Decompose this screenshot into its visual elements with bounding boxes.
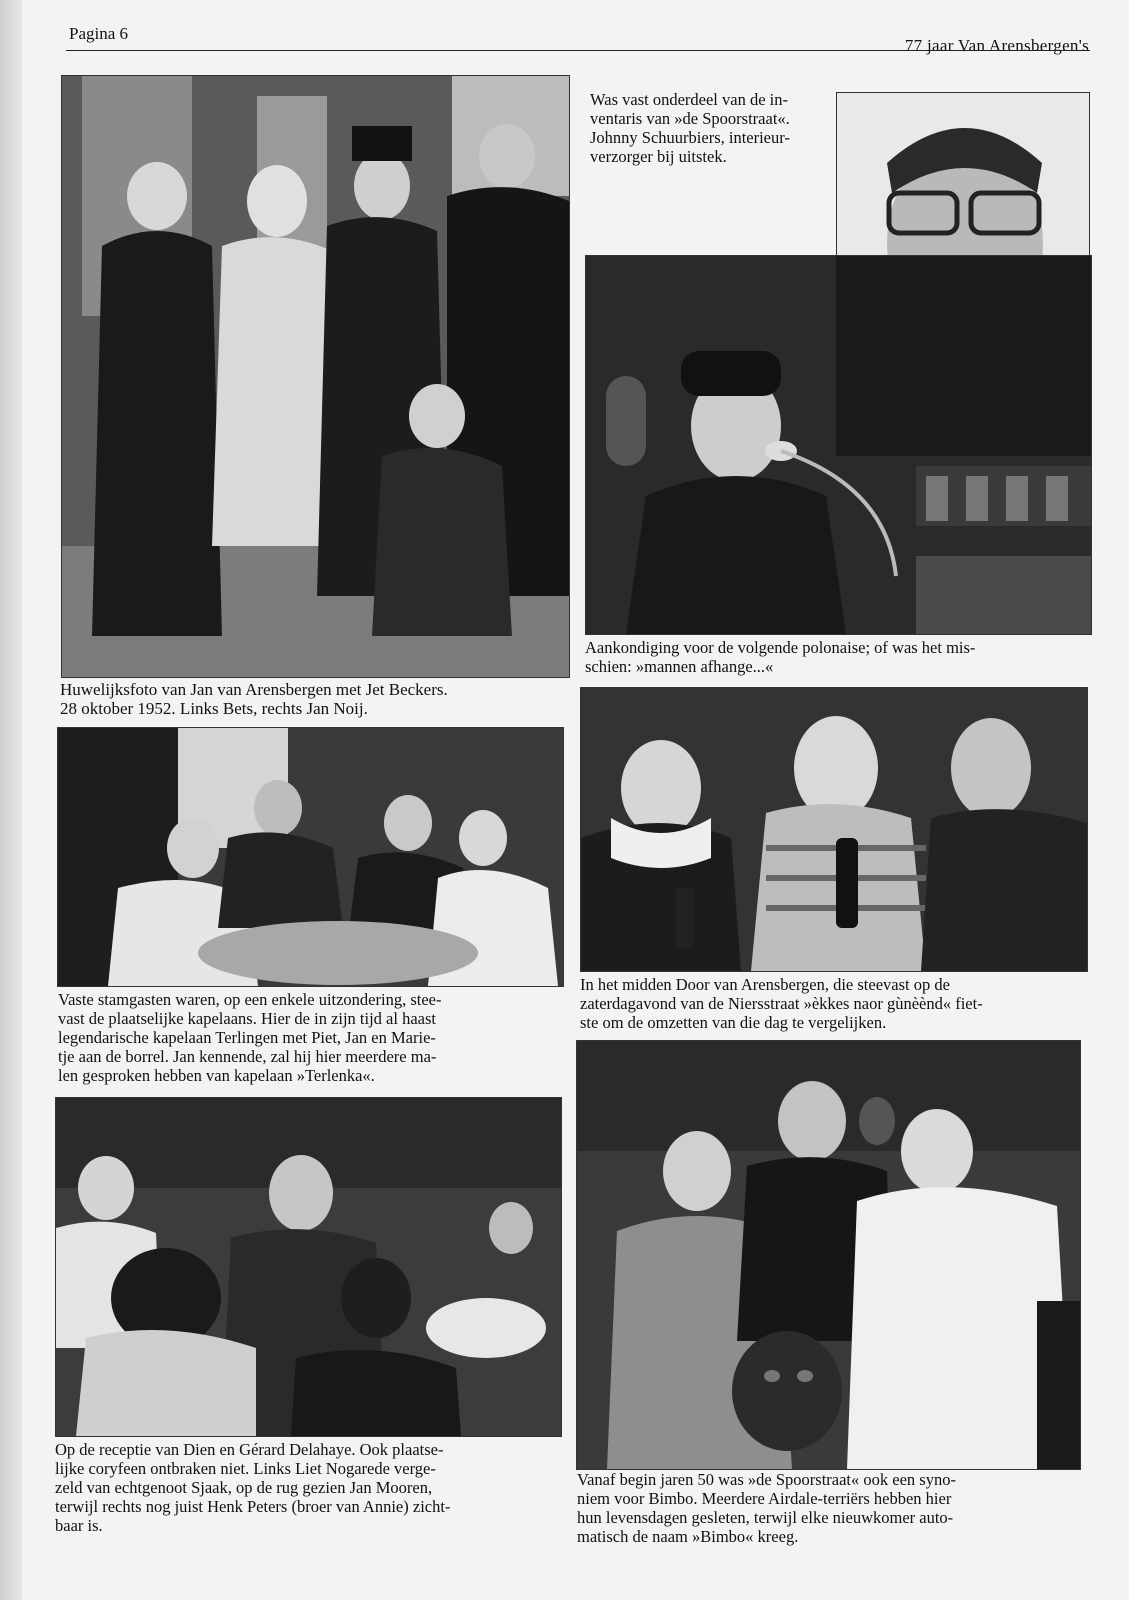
stamgasten-caption: Vaste stamgasten waren, op een enkele uitzondering, stee- vast de plaatselijke kapelaans. Hier de in zijn tijd al haast legendarische kapelaan Terlingen met Piet, Jan en Marie- tje aan de borrel. Jan kennende, zal hij hier meerdere ma- len gesproken hebben van kapelaan »Terlenka«. [58,990,442,1085]
header-rule [66,50,1090,51]
binding-spine [0,0,22,1600]
receptie-caption: Op de receptie van Dien en Gérard Delahaye. Ook plaatse- lijke coryfeen ontbraken niet. Links Liet Nogarede verge- zeld van echtgenoot Sjaak, op de rug gezien Jan Mooren, terwijl rechts nog juist Henk Peters (broer van Annie) zicht- baar is. [55,1440,451,1535]
bimbo-caption: Vanaf begin jaren 50 was »de Spoorstraat« ook een syno- niem voor Bimbo. Meerdere Airdale-terriërs hebben hier hun levensdagen gesleten, terwijl elke nieuwkomer auto- matisch de naam »Bimbo« kreeg. [577,1470,956,1546]
page-number: Pagina 6 [69,24,129,43]
bimbo-photo [576,1040,1081,1470]
wedding-photo [61,75,570,678]
publication-title: 77 jaar Van Arensbergen's [904,36,1089,55]
door-photo [580,687,1088,972]
polonaise-photo [585,255,1092,635]
stamgasten-photo [57,727,564,987]
johnny-caption: Was vast onderdeel van de in- ventaris van »de Spoorstraat«. Johnny Schuurbiers, interieur- verzorger bij uitstek. [590,90,790,166]
door-caption: In het midden Door van Arensbergen, die steevast op de zaterdagavond van de Niersstraat »èkkes naor gùnèènd« fiet- ste om de omzetten van die dag te vergelijken. [580,975,983,1032]
polonaise-caption: Aankondiging voor de volgende polonaise; of was het mis- schien: »mannen afhange...« [585,638,976,676]
wedding-caption: Huwelijksfoto van Jan van Arensbergen met Jet Beckers. 28 oktober 1952. Links Bets, rechts Jan Noij. [60,680,448,718]
receptie-photo [55,1097,562,1437]
